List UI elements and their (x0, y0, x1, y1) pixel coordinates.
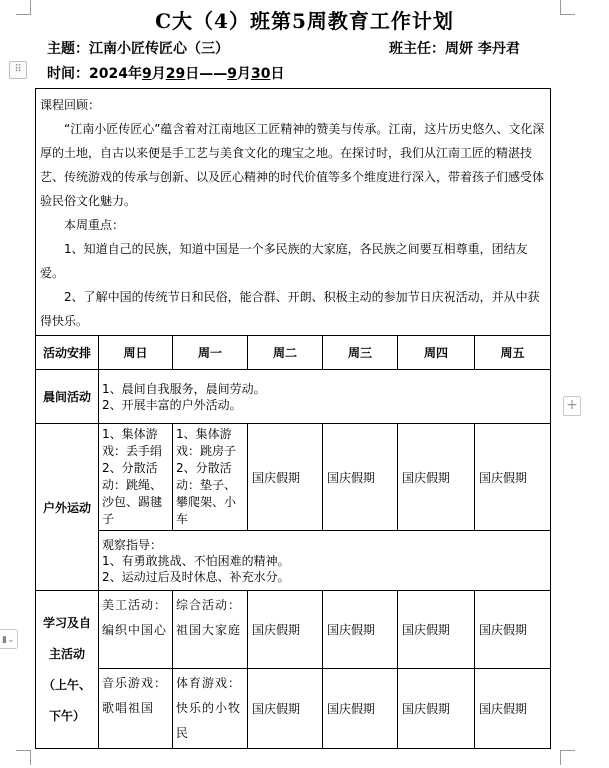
focus-item-1: 1、知道自己的民族，知道中国是一个多民族的大家庭，各民族之间要互相尊重，团结友爱。 (40, 242, 528, 280)
header-thursday: 周四 (398, 336, 475, 370)
study-row1-friday: 国庆假期 (475, 591, 551, 669)
start-month: 9 (141, 66, 152, 82)
outdoor-guidance (99, 531, 551, 591)
study-row1-wednesday: 国庆假期 (323, 591, 398, 669)
month-sep-1: 月 (151, 66, 166, 82)
study-label-line-3: （上午、 (42, 677, 91, 692)
focus-heading: 本周重点： (64, 218, 125, 232)
outdoor-wednesday: 国庆假期 (323, 424, 398, 531)
header-sunday: 周日 (99, 336, 173, 370)
morning-content (99, 370, 551, 424)
month-sep-2: 月 (236, 66, 251, 82)
morning-label: 晨间活动 (36, 370, 99, 424)
study-row2-monday: 体育游戏：快乐的小牧民 (173, 669, 248, 749)
end-day: 30 (250, 66, 271, 82)
study-row2-sunday: 音乐游戏：歌唱祖国 (99, 669, 173, 749)
study-label-line-2: 主活动 (48, 646, 85, 661)
study-row1-thursday: 国庆假期 (398, 591, 475, 669)
end-month: 9 (227, 66, 237, 82)
study-row1-sunday: 美工活动：编织中国心 (99, 591, 173, 669)
side-panel-toggle-icon[interactable]: ▮⌄ (0, 629, 18, 649)
header-monday: 周一 (173, 336, 248, 370)
theme-label: 主题：江南小匠传匠心（三） (47, 41, 229, 57)
review-paragraph: “江南小匠传匠心”蕴含着对江南地区工匠精神的赞美与传承。江南，这片历史悠久、文化深厚的土地，自古以来便是手工艺与美食文化的瑰宝之地。在探讨时，我们从江南工匠的精湛技艺、传统游戏的传承与创新、以及匠心精神的时代价值等多个维度进行深入，带着孩子们感受体验民俗文化魅力。 (40, 122, 545, 208)
outdoor-friday: 国庆假期 (475, 424, 551, 531)
outdoor-sunday: 1、集体游戏：丢手绢 2、分散活动：跳绳、沙包、踢毽子 (99, 424, 173, 531)
course-review-cell (36, 89, 551, 336)
date-range (47, 63, 284, 83)
guidance-item-1: 1、有勇敢挑战、不怕困难的精神。 (102, 553, 290, 568)
start-day: 29 (165, 66, 186, 82)
page-title: C大（4）班第5周教育工作计划 (155, 9, 454, 33)
study-row2-tuesday: 国庆假期 (248, 669, 323, 749)
study-row2-thursday: 国庆假期 (398, 669, 475, 749)
guidance-item-2: 2、运动过后及时休息、补充水分。 (102, 569, 290, 584)
crop-mark-bottom-right (560, 750, 575, 765)
table-move-handle-icon[interactable]: ⠿ (9, 61, 27, 79)
review-heading: 课程回顾： (40, 98, 101, 112)
outdoor-monday: 1、集体游戏：跳房子 2、分散活动：垫子、攀爬架、小车 (173, 424, 248, 531)
end-day-suffix: 日 (270, 66, 285, 82)
guidance-title: 观察指导： (102, 537, 163, 552)
study-label (36, 591, 99, 749)
header-tuesday: 周二 (248, 336, 323, 370)
teachers-label: 班主任：周妍 李丹君 (389, 41, 520, 57)
time-label: 时间：2024年 (47, 66, 142, 82)
study-row1-monday: 综合活动：祖国大家庭 (173, 591, 248, 669)
study-label-line-4: 下午） (48, 708, 85, 723)
header-wednesday: 周三 (323, 336, 398, 370)
plan-table (35, 88, 551, 749)
outdoor-thursday: 国庆假期 (398, 424, 475, 531)
outdoor-label: 户外运动 (36, 424, 99, 591)
study-row2-friday: 国庆假期 (475, 669, 551, 749)
outdoor-tuesday: 国庆假期 (248, 424, 323, 531)
morning-line-1: 1、晨间自我服务，晨间劳动。 (102, 381, 266, 396)
focus-item-2: 2、了解中国的传统节日和民俗，能合群、开朗、积极主动的参加节日庆祝活动，并从中获得快乐。 (40, 290, 540, 328)
study-row1-tuesday: 国庆假期 (248, 591, 323, 669)
crop-mark-bottom-left (16, 750, 31, 765)
header-activity: 活动安排 (36, 336, 99, 370)
add-column-plus-icon[interactable]: + (563, 396, 581, 416)
morning-line-2: 2、开展丰富的户外活动。 (102, 397, 242, 412)
header-friday: 周五 (475, 336, 551, 370)
day-sep: 日—— (185, 66, 228, 82)
study-label-line-1: 学习及自 (42, 615, 91, 630)
study-row2-wednesday: 国庆假期 (323, 669, 398, 749)
